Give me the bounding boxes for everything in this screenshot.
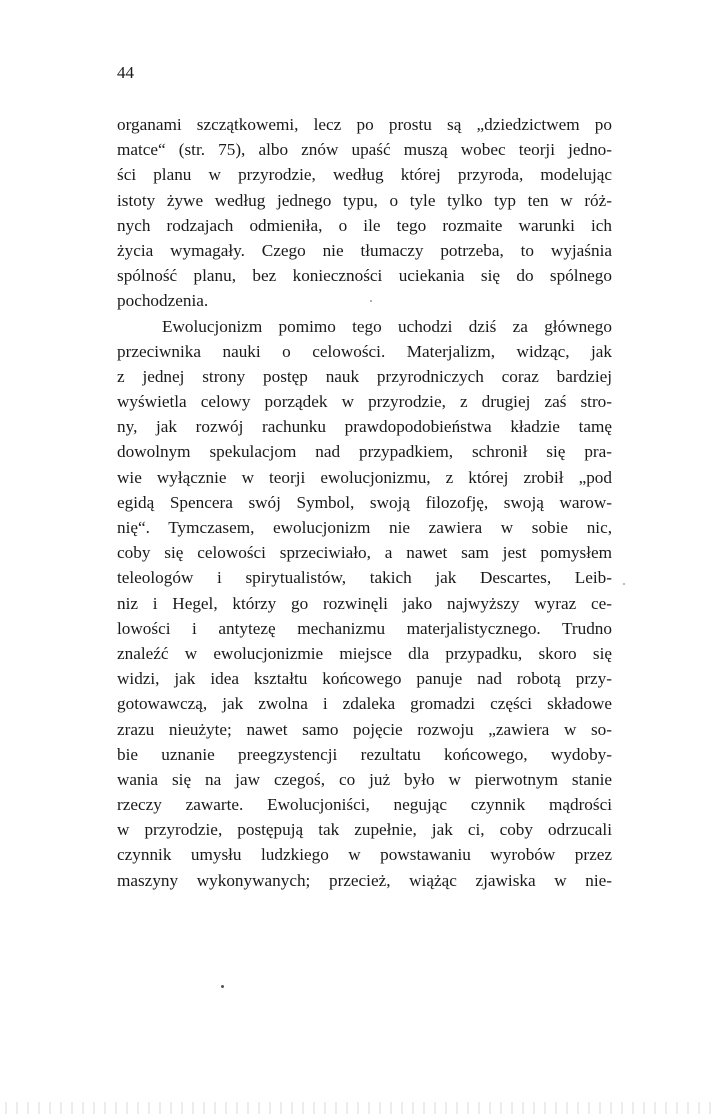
text-line: zrazu nieużyte; nawet samo pojęcie rozwoju „zawiera w so- xyxy=(117,719,612,739)
text-line: matce“ (str. 75), albo znów upaść muszą wobec teorji jedno- xyxy=(117,140,612,160)
text-line: widzi, jak idea kształtu końcowego panuje nad robotą przy- xyxy=(117,669,612,689)
text-line: spólność planu, bez konieczności uciekania się do spólnego xyxy=(117,266,612,286)
ink-speck xyxy=(370,300,372,302)
text-line: Ewolucjonizm pomimo tego uchodzi dziś za głównego xyxy=(162,316,612,336)
text-line: coby się celowości sprzeciwiało, a nawet sam jest pomysłem xyxy=(117,543,612,563)
text-line: dowolnym spekulacjom nad przypadkiem, schronił się pra- xyxy=(117,442,612,462)
text-line: egidą Spencera swój Symbol, swoją filozofję, swoją warow- xyxy=(117,492,612,512)
text-line: czynnik umysłu ludzkiego w powstawaniu wyrobów przez xyxy=(117,845,612,865)
text-line: życia wymagały. Czego nie tłumaczy potrzeba, to wyjaśnia xyxy=(117,240,612,260)
text-line: lowości i antytezę mechanizmu materjalistycznego. Trudno xyxy=(117,618,612,638)
text-line: nych rodzajach odmieniła, o ile tego rozmaite warunki ich xyxy=(117,215,612,235)
text-line: gotowawczą, jak zwolna i zdaleka gromadzi części składowe xyxy=(117,694,612,714)
text-line: wyświetla celowy porządek w przyrodzie, z drugiej zaś stro- xyxy=(117,392,612,412)
text-line: nię“. Tymczasem, ewolucjonizm nie zawiera w sobie nic, xyxy=(117,518,612,537)
body-text xyxy=(117,112,612,893)
text-line: rzeczy zawarte. Ewolucjoniści, negując czynnik mądrości xyxy=(117,795,612,815)
text-line: istoty żywe według jednego typu, o tyle tylko typ ten w róż- xyxy=(117,190,612,210)
text-line: wania się na jaw czegoś, co już było w pierwotnym stanie xyxy=(117,769,612,789)
paragraph-2 xyxy=(117,314,612,893)
text-line: ści planu w przyrodzie, według której przyroda, modelując xyxy=(117,165,612,185)
text-line: niz i Hegel, którzy go rozwinęli jako najwyższy wyraz ce- xyxy=(117,593,612,613)
text-line: bie uznanie preegzystencji rezultatu końcowego, wydoby- xyxy=(117,744,612,764)
text-line: wie wyłącznie w teorji ewolucjonizmu, z której zrobił „pod xyxy=(117,467,612,487)
text-line: z jednej strony postęp nauk przyrodniczych coraz bardziej xyxy=(117,366,612,386)
ink-speck xyxy=(221,985,224,988)
text-line: ny, jak rozwój rachunku prawdopodobieństwa kładzie tamę xyxy=(117,417,612,437)
text-line: organami szczątkowemi, lecz po prostu są „dziedzictwem po xyxy=(117,115,612,134)
text-line: maszyny wykonywanych; przecież, wiążąc zjawiska w nie- xyxy=(117,870,612,890)
text-line: znaleźć w ewolucjonizmie miejsce dla przypadku, skoro się xyxy=(117,643,612,663)
text-line: w przyrodzie, postępują tak zupełnie, jak ci, coby odrzucali xyxy=(117,820,612,840)
page-number: 44 xyxy=(117,63,134,82)
text-line: pochodzenia. xyxy=(117,291,209,311)
page-bottom-edge xyxy=(0,1102,720,1114)
text-line: teleologów i spirytualistów, takich jak Descartes, Leib- xyxy=(117,568,612,588)
text-line: przeciwnika nauki o celowości. Materjalizm, widząc, jak xyxy=(117,341,612,361)
ink-speck xyxy=(623,583,625,585)
paragraph-1 xyxy=(117,112,612,314)
